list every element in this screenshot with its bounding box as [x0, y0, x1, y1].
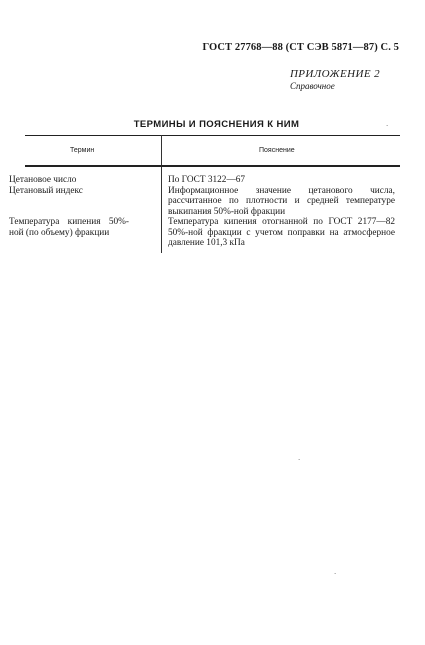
header-term: Термин: [70, 147, 95, 154]
appendix-block: [290, 68, 380, 91]
term-column: [9, 175, 129, 238]
header-bottom-rule: [25, 165, 400, 167]
scan-speck: ·: [386, 122, 389, 130]
appendix-status: Справочное: [289, 81, 335, 91]
term-cell: Температура кипения 50%-ной (по объему) фракции: [9, 217, 129, 238]
header-column-divider: [161, 135, 162, 165]
scan-speck: ·: [298, 456, 301, 464]
body-column-divider: [161, 167, 162, 253]
appendix-label: ПРИЛОЖЕНИЕ 2: [289, 68, 380, 80]
scan-speck: ·: [334, 570, 337, 578]
table-top-rule: [25, 135, 400, 136]
term-cell: Цетановый индекс: [9, 185, 83, 196]
explanation-cell: По ГОСТ 3122—67: [168, 175, 246, 185]
term-cell: Цетановое число: [9, 175, 77, 185]
running-header: ГОСТ 27768—88 (СТ СЭВ 5871—87) С. 5: [202, 42, 399, 53]
explanation-column: [168, 175, 395, 249]
header-explanation: Пояснение: [259, 147, 295, 154]
explanation-cell: Температура кипения отогнанной по ГОСТ 2177—82 50%-ной фракции с учетом поправки на атмосферное давление 101,3 кПа: [168, 217, 395, 248]
section-title: ТЕРМИНЫ И ПОЯСНЕНИЯ К НИМ: [133, 119, 300, 130]
explanation-cell: Информационное значение цетанового числа, рассчитанное по плотности и средней температуре выкипания 50%-ной фракции: [168, 185, 395, 217]
